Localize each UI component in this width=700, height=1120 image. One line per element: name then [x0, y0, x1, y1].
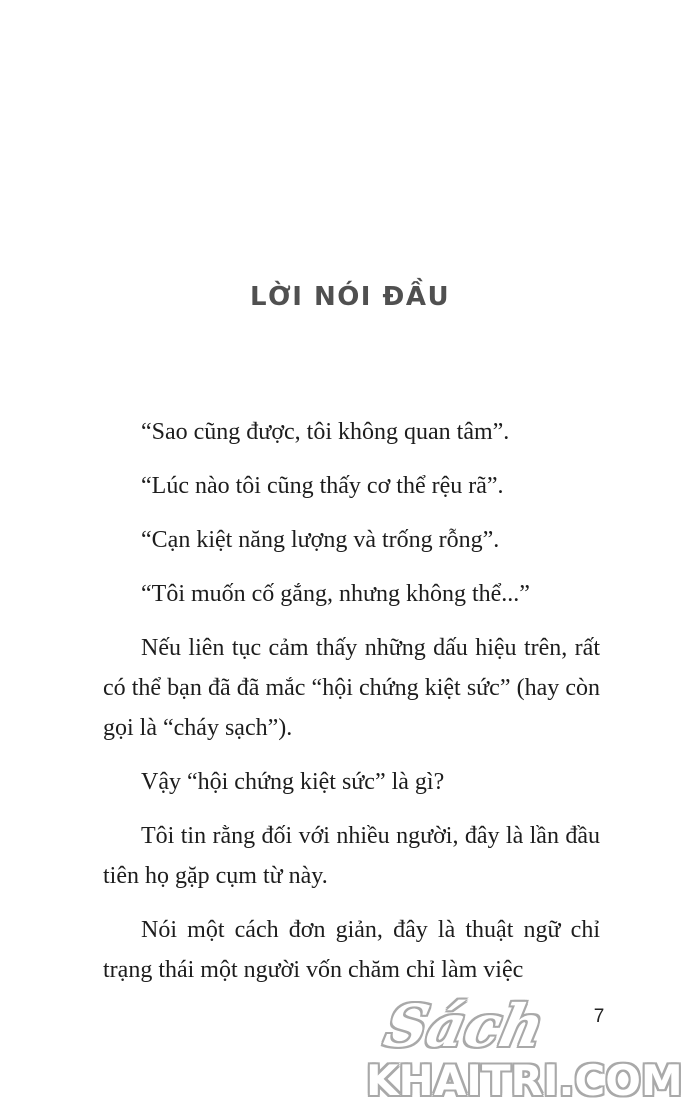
body-text	[103, 412, 600, 1004]
paragraph: Nói một cách đơn giản, đây là thuật ngữ chỉ trạng thái một người vốn chăm chỉ làm việc	[103, 917, 600, 983]
paragraph: “Lúc nào tôi cũng thấy cơ thể rệu rã”.	[141, 473, 504, 499]
page-title: LỜI NÓI ĐẦU	[249, 282, 451, 312]
watermark-logo	[364, 990, 690, 1110]
paragraph: “Cạn kiệt năng lượng và trống rỗng”.	[141, 527, 500, 553]
watermark-script-text: Sách	[378, 992, 551, 1060]
watermark-brand-text: KHAITRI.COM	[366, 1056, 683, 1105]
paragraph: Tôi tin rằng đối với nhiều người, đây là lần đầu tiên họ gặp cụm từ này.	[103, 823, 600, 889]
paragraph: “Sao cũng được, tôi không quan tâm”.	[141, 419, 510, 445]
paragraph: “Tôi muốn cố gắng, nhưng không thể...”	[141, 581, 530, 607]
paragraph: Vậy “hội chứng kiệt sức” là gì?	[141, 769, 445, 795]
page-number: 7	[593, 1006, 605, 1027]
paragraph: Nếu liên tục cảm thấy những dấu hiệu trên, rất có thể bạn đã đã mắc “hội chứng kiệt sức” (hay còn gọi là “cháy sạch”).	[103, 635, 600, 741]
